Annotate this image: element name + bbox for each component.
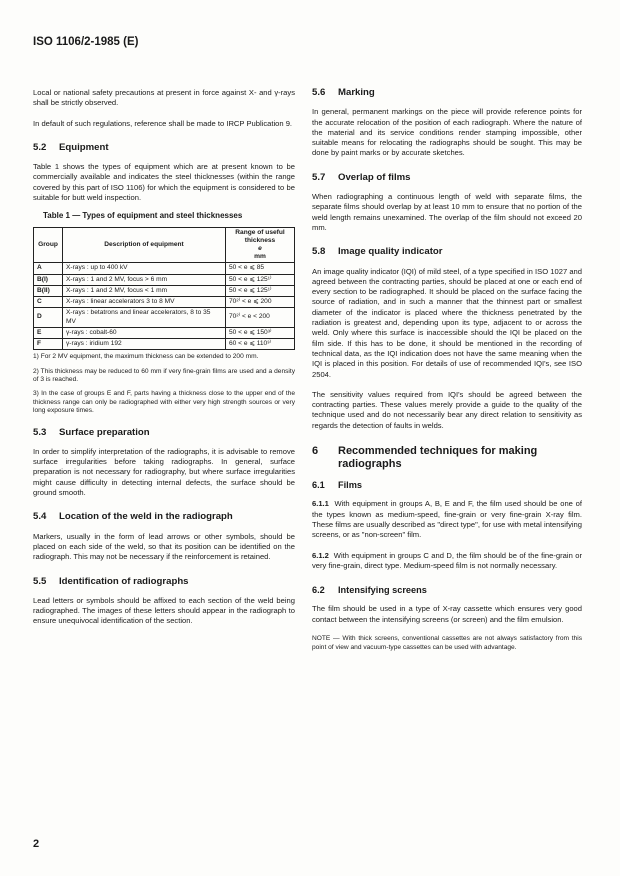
section-5-6-heading: 5.6 Marking bbox=[312, 87, 375, 98]
section-6-1-2-text: 6.1.2 With equipment in groups C and D, the film should be of the fine-grain or very fine-grain, direct type. Medium-speed film is not normally necessary. bbox=[312, 550, 582, 570]
section-5-5-text: Lead letters or symbols should be affixed to each section of the weld being radiographed. The images of these letters should appear in the radiograph to ensure unequivocal identification of the section. bbox=[33, 595, 295, 626]
table-header-row bbox=[34, 227, 295, 263]
section-5-8-text-2: The sensitivity values required from IQI's should be agreed between the contracting parties. These values merely provide a guide to the quality of the technique used and do not necessarily bear any direct relation to sensitivity as regards the detection of faults in welds. bbox=[312, 389, 582, 430]
col-header-description: Description of equipment bbox=[63, 227, 226, 263]
section-6-1-heading: 6.1 Films bbox=[312, 480, 362, 491]
col-header-range: Range of useful thickness e mm bbox=[226, 227, 295, 263]
table-footnote-2: 2) This thickness may be reduced to 60 mm if very fine-grain films are used and a density of 3 is reached. bbox=[33, 367, 295, 383]
section-6-1-1-text: 6.1.1 With equipment in groups A, B, E and F, the film used should be one of the types known as medium-speed, fine-grain or very fine-grain X-ray film. These films are usually described as "direct type", for use with metal intensifying screens, or as "non-screen" film. bbox=[312, 499, 582, 540]
section-6-2-text: The film should be used in a type of X-ray cassette which ensures very good contact between the intensifying screens (or screen) and the film emulsion. bbox=[312, 604, 582, 624]
table-row: F γ-rays : iridium 192 60 < e ⩽ 110³⁾ bbox=[34, 338, 295, 349]
table-caption: Table 1 — Types of equipment and steel thicknesses bbox=[43, 211, 243, 221]
section-6-2-heading: 6.2 Intensifying screens bbox=[312, 585, 427, 596]
intro-paragraph-1: Local or national safety precautions at present in force against X- and γ-rays shall be strictly observed. bbox=[33, 88, 295, 108]
section-5-7-heading: 5.7 Overlap of films bbox=[312, 171, 411, 183]
table-row: B(II) X-rays : 1 and 2 MV, focus < 1 mm 50 < e ⩽ 125¹⁾ bbox=[34, 285, 295, 296]
table-row: D X-rays : betatrons and linear accelerators, 8 to 35 MV 70²⁾ < e < 200 bbox=[34, 308, 295, 327]
section-5-3-text: In order to simplify interpretation of the radiographs, it is advisable to remove surface irregularities before taking radiographs. In general, surface preparation is not necessary for radiography, but where surface irregularities might cause difficulty in detecting internal defects, the surface should be ground smooth. bbox=[33, 446, 295, 498]
section-5-4-text: Markers, usually in the form of lead arrows or other symbols, should be placed on each side of the weld, so that its position can be identified on the radiograph. This may not be necessary if the reinforcement is retained. bbox=[33, 531, 295, 562]
col-header-group: Group bbox=[34, 227, 63, 263]
intro-paragraph-2: In default of such regulations, reference shall be made to IRCP Publication 9. bbox=[33, 118, 293, 128]
section-5-8-text-1: An image quality indicator (IQI) of mild steel, of a type specified in ISO 1027 and agreed between the contracting parties, should be placed at one or each end of every section to be radiographed. It should be placed on the surface facing the source of radiation, and in such a manner that the thinnest part or smallest diameter of the indicator is placed where the thickness penetrated by the radiation is greatest and, depending upon its type, adjacent to or across the weld. Only where this surface is inaccessible should the IQI be placed on the film side. If this has to be done, it should be mentioned in the recording of technical data, as the IQI indication does not have the same meaning when the IQI is placed in this position. For details of use of recommended IQI's, see ISO 2504. bbox=[312, 266, 582, 379]
table-row: B(I) X-rays : 1 and 2 MV, focus > 6 mm 50 < e ⩽ 125¹⁾ bbox=[34, 274, 295, 285]
section-5-2-heading: 5.2 Equipment bbox=[33, 141, 109, 153]
section-5-3-heading: 5.3 Surface preparation bbox=[33, 426, 150, 438]
table-row: A X-rays : up to 400 kV 50 < e ⩽ 85 bbox=[34, 263, 295, 274]
section-6-heading: 6 Recommended techniques for making radiographs bbox=[312, 445, 538, 471]
table-footnote-3: 3) In the case of groups E and F, parts having a thickness close to the upper end of the thickness range can only be radiographed with either very high strength sources or very long exposure times. bbox=[33, 390, 295, 415]
section-5-5-heading: 5.5 Identification of radiographs bbox=[33, 575, 189, 587]
section-5-4-heading: 5.4 Location of the weld in the radiograph bbox=[33, 511, 233, 523]
page-header: ISO 1106/2-1985 (E) bbox=[33, 36, 139, 48]
section-5-6-text: In general, permanent markings on the piece will provide reference points for the accurate relocation of the position of each radiograph. Where the nature of the material and its service conditions render stamping impossible, other suitable means for relocating the radiographs should be sought. This may be done by paint marks or by accurate sketches. bbox=[312, 107, 582, 158]
right-column bbox=[312, 88, 582, 652]
table-row: E γ-rays : cobalt-60 50 < e ⩽ 150³⁾ bbox=[34, 327, 295, 338]
equipment-table bbox=[33, 227, 295, 350]
section-5-2-text: Table 1 shows the types of equipment which are at present known to be commercially available and indicates the steel thicknesses (within the range covered by this part of ISO 1106) for which the equipment is considered to be suitable for butt weld inspection. bbox=[33, 162, 295, 203]
table-row: C X-rays : linear accelerators 3 to 8 MV 70²⁾ < e ⩽ 200 bbox=[34, 297, 295, 308]
section-5-7-text: When radiographing a continuous length of weld with separate films, the separate films should overlap by at least 10 mm to ensure that no portion of the weld length remains unexamined. The overlap of the film should not exceed 20 mm. bbox=[312, 192, 582, 232]
page-number: 2 bbox=[33, 838, 40, 850]
section-5-8-heading: 5.8 Image quality indicator bbox=[312, 246, 443, 258]
table-footnote-1: 1) For 2 MV equipment, the maximum thickness can be extended to 200 mm. bbox=[33, 353, 259, 361]
section-6-2-note: NOTE — With thick screens, conventional cassettes are not always satisfactory from this point of view and vacuum-type cassettes can be used with advantage. bbox=[312, 634, 582, 651]
left-column bbox=[33, 88, 295, 637]
